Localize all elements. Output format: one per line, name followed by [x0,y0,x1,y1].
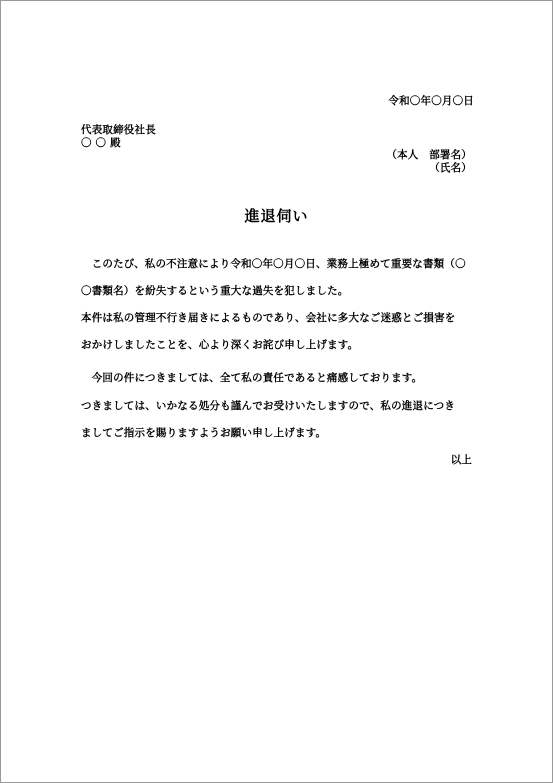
document-title: 進退伺い [244,207,309,225]
body-line: 〇書類名）を紛失するという重大な過失を犯しました。 [81,285,349,297]
body-line: つきましては、いかなる処分も謹んでお受けいたしますので、私の進退につき [81,400,456,412]
body-line: ましてご指示を賜りますようお願い申し上げます。 [81,427,327,439]
recipient-title: 代表取締役社長 [81,124,156,136]
body-line: 本件は私の管理不行き届きによるものであり、会社に多大なご迷惑とご損害を [81,312,456,324]
body-line: このたび、私の不注意により令和〇年〇月〇日、業務上極めて重要な書類（〇 [81,258,466,270]
recipient-name: 〇 〇 殿 [81,137,121,149]
sender-department: （本人 部署名） [386,149,472,161]
body-line: 今回の件につきましては、全て私の責任であると痛感しております。 [81,372,423,384]
sender-name: （氏名） [429,162,472,174]
closing-text: 以上 [450,454,472,466]
document-date: 令和〇年〇月〇日 [388,95,474,107]
body-line: おかけしましたことを、心より深くお詫び申し上げます。 [81,339,359,351]
